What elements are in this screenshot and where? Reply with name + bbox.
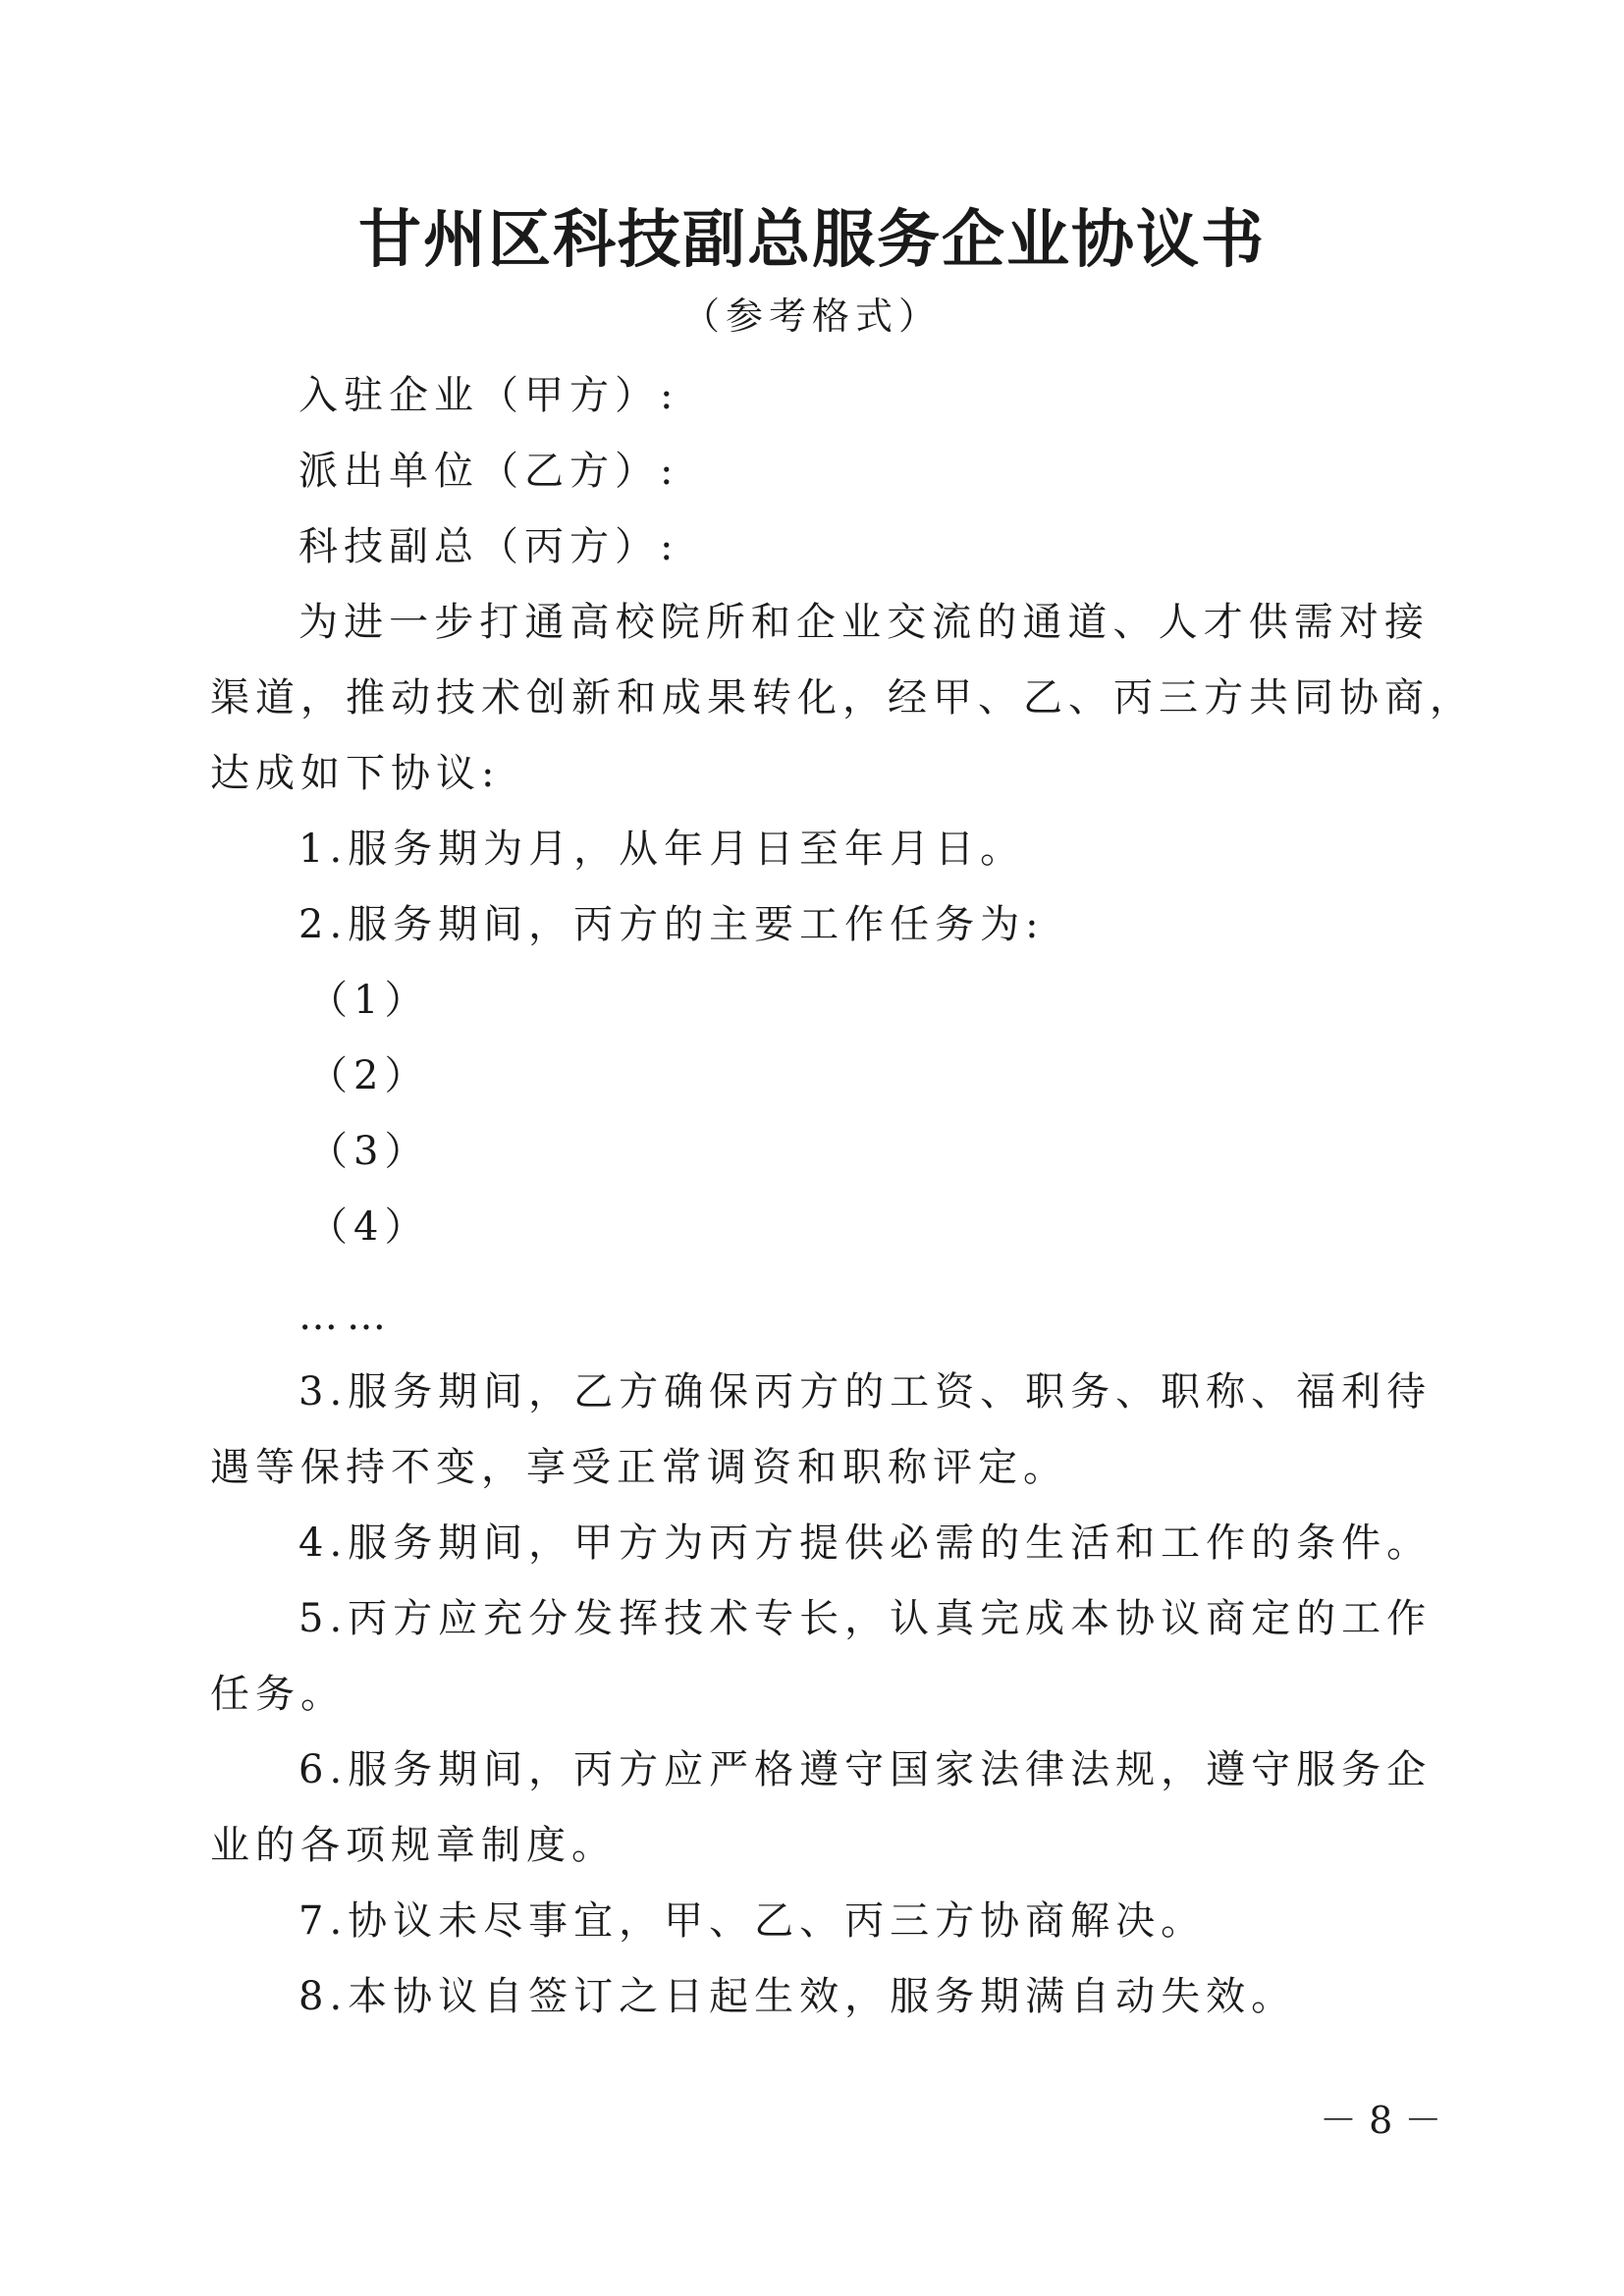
clause-3-line-1: 3.服务期间，乙方确保丙方的工资、职务、职称、福利待 [298,1369,1433,1415]
clause-5-line-1: 5.丙方应充分发挥技术专长，认真完成本协议商定的工作 [298,1596,1433,1641]
task-item-3: （3） [308,1129,430,1174]
clause-2: 2.服务期间，丙方的主要工作任务为: [298,902,1045,947]
intro-line-2: 渠道，推动技术创新和成果转化，经甲、乙、丙三方共同协商， [210,675,1475,721]
document-subtitle: （参考格式） [681,294,942,338]
party-a-line: 入驻企业（甲方）: [298,373,679,418]
task-item-4: （4） [308,1204,430,1250]
ellipsis: …… [298,1294,395,1339]
clause-6-line-2: 业的各项规章制度。 [210,1823,617,1868]
clause-6-line-1: 6.服务期间，丙方应严格遵守国家法律法规，遵守服务企 [298,1747,1433,1792]
clause-3-line-2: 遇等保持不变，享受正常调资和职称评定。 [210,1445,1068,1490]
clause-4: 4.服务期间，甲方为丙方提供必需的生活和工作的条件。 [298,1521,1433,1566]
intro-line-1: 为进一步打通高校院所和企业交流的通道、人才供需对接 [298,600,1430,645]
clause-7: 7.协议未尽事宜，甲、乙、丙三方协商解决。 [298,1898,1207,1944]
intro-line-3: 达成如下协议: [210,751,501,796]
party-b-line: 派出单位（乙方）: [298,449,679,494]
page-number: － 8 － [1320,2099,1442,2142]
clause-5-line-2: 任务。 [210,1672,346,1717]
document-title: 甘州区科技副总服务企业协议书 [358,203,1266,277]
party-c-line: 科技副总（丙方）: [298,524,679,569]
clause-1: 1.服务期为月，从年月日至年月日。 [298,827,1026,872]
task-item-1: （1） [308,978,430,1023]
task-item-2: （2） [308,1053,430,1098]
clause-8: 8.本协议自签订之日起生效，服务期满自动失效。 [298,1974,1297,2019]
